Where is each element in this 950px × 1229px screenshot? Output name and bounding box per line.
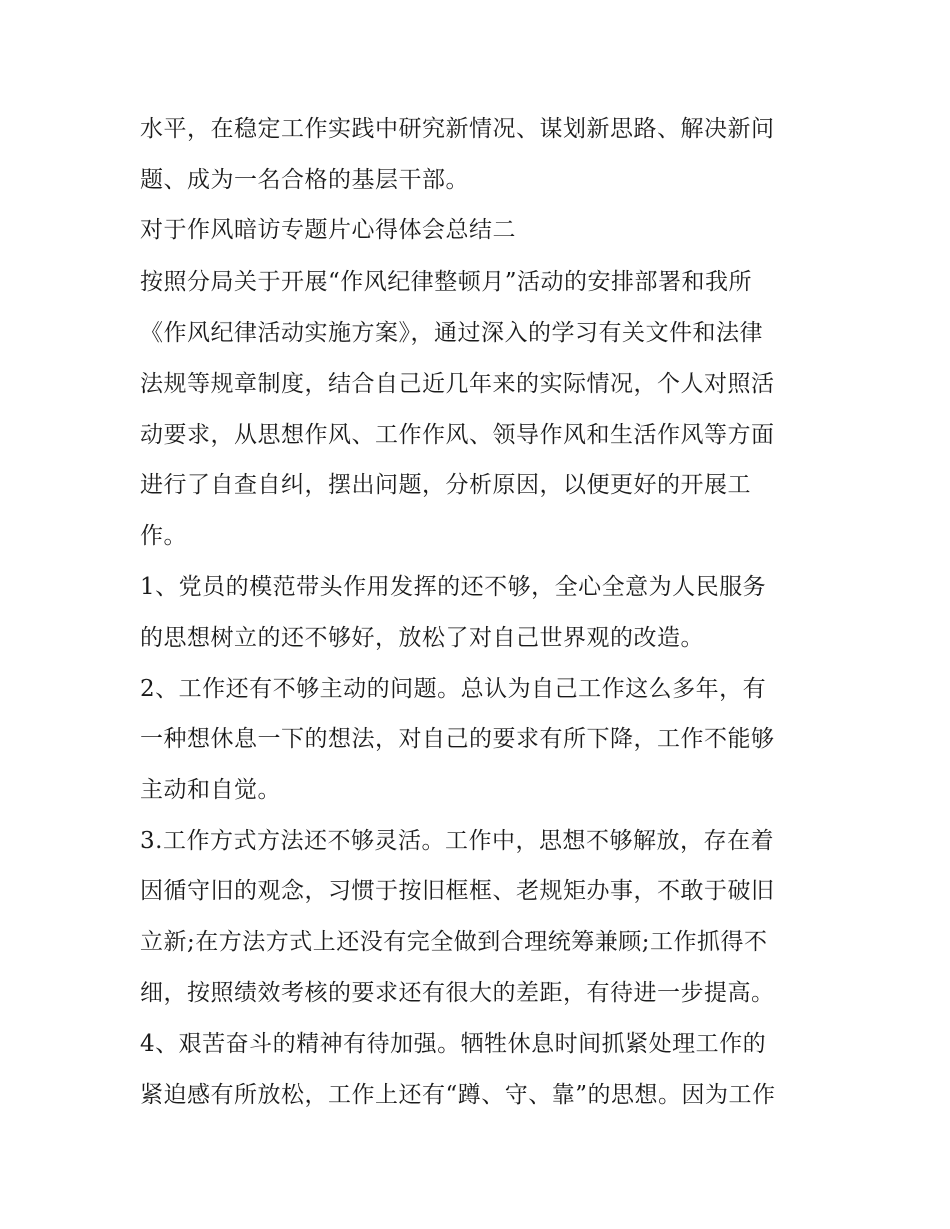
list-item-2: 2、工作还有不够主动的问题。总认为自己工作这么多年，有 — [140, 676, 767, 702]
text-line: 因循守旧的观念，习惯于按旧框框、老规矩办事，不敢于破旧 — [140, 878, 775, 904]
text-line: 题、成为一名合格的基层干部。 — [140, 167, 469, 193]
text-line: 进行了自查自纠，摆出问题，分析原因，以便更好的开展工 — [140, 472, 751, 498]
text-line: 《作风纪律活动实施方案》，通过深入的学习有关文件和法律 — [140, 320, 763, 346]
text-line: 细，按照绩效考核的要求还有很大的差距，有待进一步提高。 — [140, 980, 775, 1006]
text-line: 的思想树立的还不够好，放松了对自己世界观的改造。 — [140, 625, 704, 651]
list-item-4: 4、艰苦奋斗的精神有待加强。牺牲休息时间抓紧处理工作的 — [140, 1031, 767, 1057]
text-line: 水平，在稳定工作实践中研究新情况、谋划新思路、解决新问 — [140, 116, 775, 142]
section-heading: 对于作风暗访专题片心得体会总结二 — [140, 217, 516, 243]
list-item-3: 3.工作方式方法还不够灵活。工作中，思想不够解放，存在着 — [140, 828, 774, 854]
text-line: 动要求，从思想作风、工作作风、领导作风和生活作风等方面 — [140, 422, 775, 448]
list-item-1: 1、党员的模范带头作用发挥的还不够，全心全意为人民服务 — [140, 574, 767, 600]
text-line: 主动和自觉。 — [140, 777, 281, 803]
text-line: 按照分局关于开展“作风纪律整顿月”活动的安排部署和我所 — [140, 269, 753, 295]
text-line: 一种想休息一下的想法，对自己的要求有所下降，工作不能够 — [140, 726, 775, 752]
text-line: 法规等规章制度，结合自己近几年来的实际情况，个人对照活 — [140, 371, 775, 397]
text-line: 作。 — [140, 523, 187, 549]
text-line: 紧迫感有所放松，工作上还有“蹲、守、靠”的思想。因为工作 — [140, 1082, 776, 1108]
text-line: 立新;在方法方式上还没有完全做到合理统筹兼顾;工作抓得不 — [140, 929, 768, 955]
